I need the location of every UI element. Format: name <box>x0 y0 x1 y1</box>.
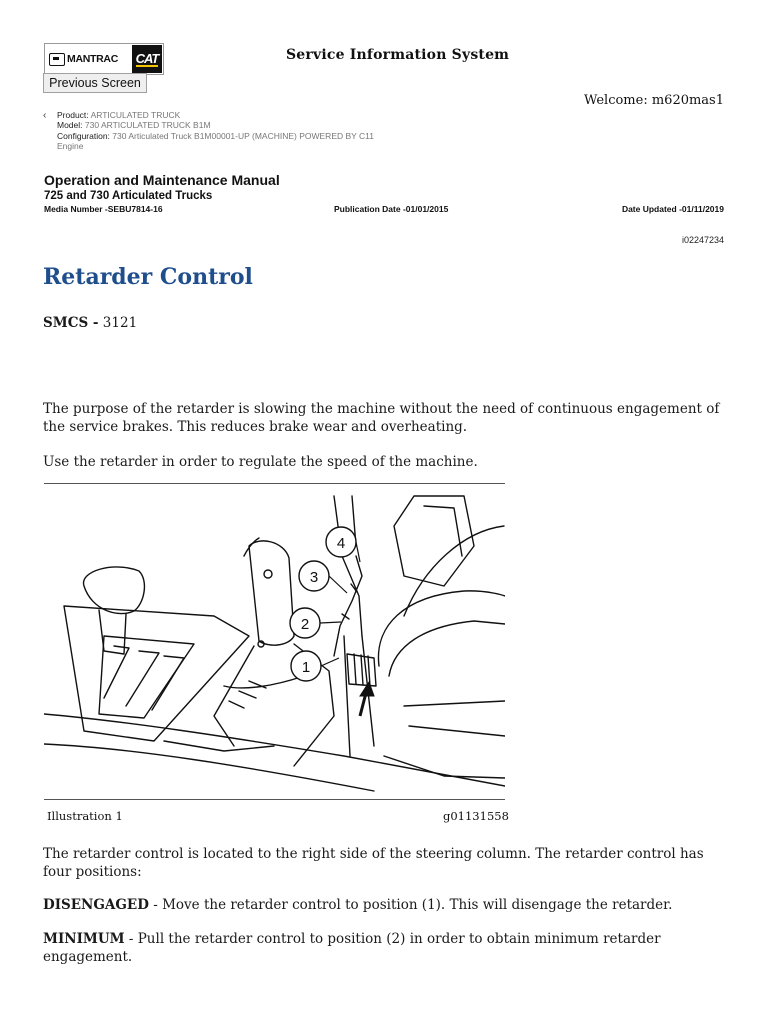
callout-1-label: 1 <box>301 659 311 676</box>
model-value: 730 ARTICULATED TRUCK B1M <box>84 120 211 130</box>
product-value: ARTICULATED TRUCK <box>90 110 181 120</box>
paragraph-purpose: The purpose of the retarder is slowing the machine without the need of continuous engagement of the service brakes. This reduces brake wear and overheating. <box>43 401 720 435</box>
illustration-top-rule <box>44 483 505 484</box>
configuration-row <box>57 131 374 141</box>
callout-2 <box>290 608 341 638</box>
disengaged-text: - Move the retarder control to position (1). This will disengage the retarder. <box>153 897 673 913</box>
minimum-text: - Pull the retarder control to position (2) in order to obtain minimum retarder engagement. <box>43 931 661 965</box>
model-row <box>57 120 211 130</box>
illustration-caption: Illustration 1 <box>47 809 123 823</box>
position-minimum <box>43 930 733 966</box>
callout-4-label: 4 <box>336 535 346 552</box>
date-updated: Date Updated -01/11/2019 <box>621 204 724 214</box>
mantrac-logo <box>49 50 118 68</box>
configuration-value: 730 Articulated Truck B1M00001-UP (MACHINE) POWERED BY C11 <box>112 131 375 141</box>
system-title: Service Information System <box>286 47 510 63</box>
position-disengaged <box>43 896 733 914</box>
callout-2-label: 2 <box>300 616 310 633</box>
minimum-term: MINIMUM <box>43 931 125 947</box>
manual-title: Operation and Maintenance Manual <box>44 172 280 188</box>
collapse-chevron-icon[interactable]: ‹ <box>43 110 47 121</box>
retarder-control-illustration <box>44 486 505 794</box>
configuration-value-cont: Engine <box>57 141 84 151</box>
mantrac-logo-text: MANTRAC <box>67 53 118 65</box>
smcs-value: 3121 <box>102 315 138 331</box>
product-label: Product: <box>57 110 89 120</box>
media-number: Media Number -SEBU7814-16 <box>44 204 163 214</box>
illustration-bottom-rule <box>44 799 505 800</box>
paragraph-usage: Use the retarder in order to regulate the speed of the machine. <box>43 454 478 470</box>
mantrac-mark-icon <box>49 53 65 66</box>
manual-subtitle: 725 and 730 Articulated Trucks <box>44 190 213 202</box>
callout-1 <box>291 651 339 681</box>
callout-3 <box>299 561 347 593</box>
configuration-row-cont <box>57 141 83 151</box>
configuration-label: Configuration: <box>57 131 110 141</box>
model-label: Model: <box>57 120 83 130</box>
page-title: Retarder Control <box>43 264 253 290</box>
welcome-text: Welcome: m620mas1 <box>584 93 724 108</box>
cat-logo <box>132 45 162 73</box>
smcs-label: SMCS - <box>43 315 99 331</box>
cat-logo-text: CAT <box>135 50 159 66</box>
paragraph-location: The retarder control is located to the right side of the steering column. The retarder control has four positions: <box>43 846 704 880</box>
callout-3-label: 3 <box>309 569 319 586</box>
product-row <box>57 110 180 120</box>
previous-screen-button[interactable]: Previous Screen <box>43 73 147 93</box>
disengaged-term: DISENGAGED <box>43 897 149 913</box>
document-id: i02247234 <box>681 235 724 245</box>
smcs-code <box>43 315 137 331</box>
publication-date: Publication Date -01/01/2015 <box>334 204 449 214</box>
brand-logos <box>44 43 164 75</box>
illustration-id: g01131558 <box>443 809 509 823</box>
